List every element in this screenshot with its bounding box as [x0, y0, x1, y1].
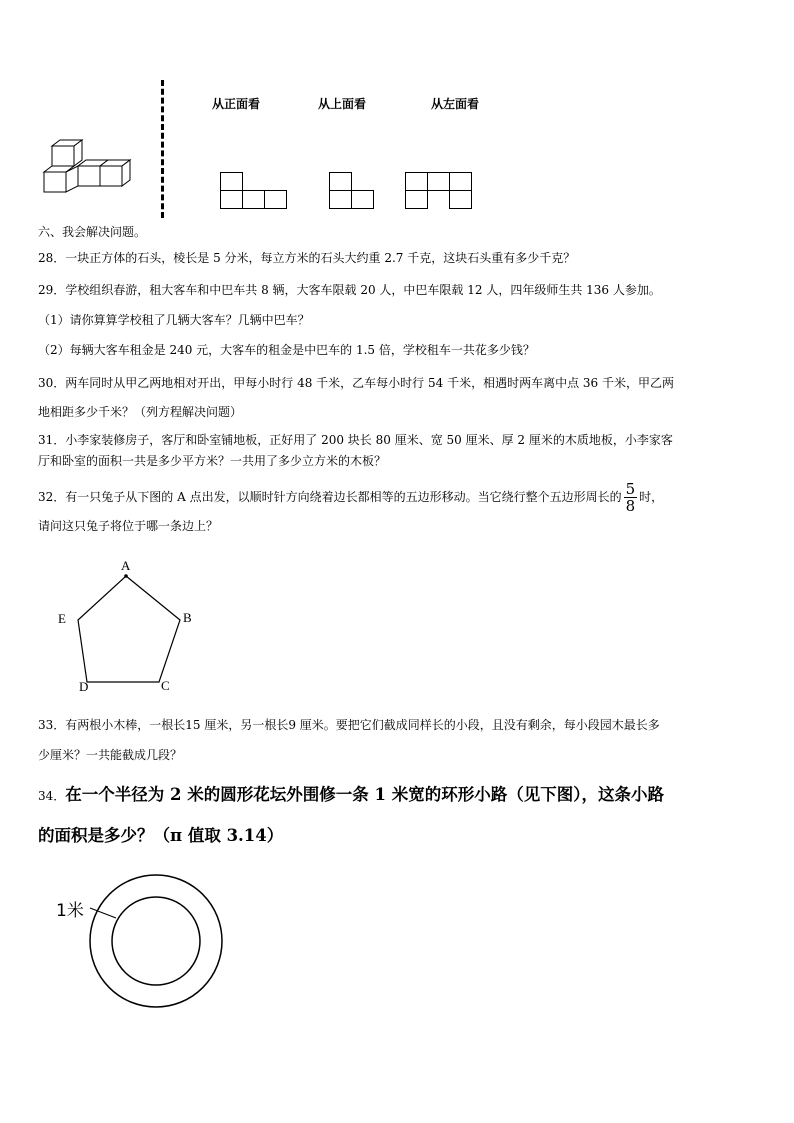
cube-stack-figure: [40, 138, 140, 208]
question-31-line-2: 厅和卧室的面积一共是多少平方米？一共用了多少立方米的木板？: [38, 454, 387, 468]
vertex-label-d: D: [79, 679, 89, 694]
question-29: 29．学校组织春游，租大客车和中巴车共 8 辆，大客车限载 20 人，中巴车限载 12 人，四年级师生共 136 人参加。: [38, 283, 661, 297]
question-32-text: 32．有一只兔子从下图的 A 点出发，以顺时针方向绕着边长都相等的五边形移动。当它绕行整个五边形周长的: [38, 490, 622, 504]
question-29-part-1: （1）请你算算学校租了几辆大客车？几辆中巴车？: [38, 313, 310, 327]
question-30-line-2: 地相距多少千米？（列方程解决问题）: [38, 405, 243, 419]
question-29-part-2: （2）每辆大客车租金是 240 元，大客车的租金是中巴车的 1.5 倍，学校租车一共花多少钱？: [38, 343, 535, 357]
vertex-label-e: E: [58, 611, 66, 626]
top-view-figure: [329, 172, 379, 212]
question-28: 28．一块正方体的石头，棱长是 5 分米，每立方米的石头大约重 2.7 千克，这块石头重有多少千克？: [38, 251, 576, 265]
question-34-line-2: 的面积是多少？（π 值取 3.14）: [38, 826, 284, 845]
pentagon-figure: [55, 558, 215, 698]
question-34-number: 34．: [38, 789, 66, 803]
front-view-figure: [220, 172, 290, 212]
view-label-front: 从正面看: [212, 97, 261, 111]
question-31-line-1: 31．小李家装修房子，客厅和卧室铺地板，正好用了 200 块长 80 厘米、宽 50 厘米、厚 2 厘米的木质地板，小李家客: [38, 433, 673, 447]
question-32-text-end: 时，: [639, 490, 664, 504]
ring-width-label: 1米: [56, 901, 84, 921]
section-title: 六、我会解决问题。: [38, 225, 147, 239]
fraction-denominator: 8: [625, 497, 636, 515]
vertex-label-c: C: [161, 678, 170, 693]
fraction-five-eighths: [624, 481, 638, 514]
left-view-figure: [405, 172, 475, 212]
view-label-left: 从左面看: [431, 97, 480, 111]
question-34-line-1: [38, 784, 664, 807]
question-34-text: 在一个半径为 2 米的圆形花坛外围修一条 1 米宽的环形小路（见下图），这条小路: [65, 785, 664, 804]
view-label-top: 从上面看: [318, 97, 367, 111]
question-33-line-1: 33．有两根小木棒，一根长15 厘米，另一根长9 厘米。要把它们截成同样长的小段，且没有剩余，每小段园木最长多: [38, 718, 660, 732]
ring-path-figure: [50, 868, 230, 1018]
vertex-label-b: B: [183, 610, 192, 625]
question-32-line-2: 请问这只兔子将位于哪一条边上？: [38, 519, 219, 533]
vertex-label-a: A: [121, 558, 131, 573]
question-33-line-2: 少厘米？一共能截成几段？: [38, 748, 183, 762]
fraction-numerator: 5: [625, 480, 636, 498]
dashed-divider: [161, 80, 164, 218]
question-30-line-1: 30．两车同时从甲乙两地相对开出，甲每小时行 48 千米，乙车每小时行 54 千米，相遇时两车离中点 36 千米，甲乙两: [38, 376, 674, 390]
question-32-line-1: [38, 475, 663, 519]
